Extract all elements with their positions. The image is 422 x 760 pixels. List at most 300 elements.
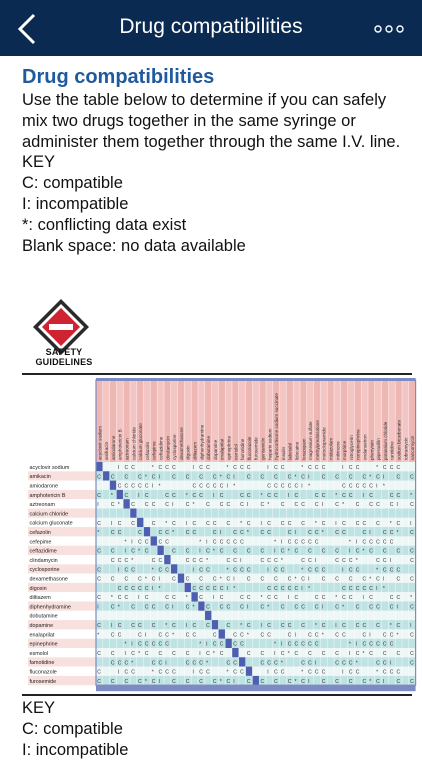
cell-value: C bbox=[280, 651, 285, 657]
cell-value: * bbox=[410, 595, 413, 602]
cell-value: C bbox=[314, 567, 319, 574]
cell-value: * bbox=[219, 474, 222, 481]
cell-value: C bbox=[124, 585, 129, 592]
cell-value: C bbox=[246, 520, 251, 527]
cell-value: C bbox=[138, 678, 142, 685]
cell-value: C bbox=[389, 530, 394, 537]
cell-value: C bbox=[355, 548, 360, 555]
cell-value: C bbox=[410, 651, 414, 657]
cell-value: C bbox=[206, 604, 210, 611]
cell-value: * bbox=[335, 595, 338, 602]
cell-value: I bbox=[219, 530, 222, 537]
cell-value: C bbox=[246, 595, 251, 602]
cell-value: I bbox=[260, 520, 262, 527]
cell-value: C bbox=[185, 558, 190, 564]
cell-value: I bbox=[212, 595, 215, 602]
column-label: vancomycin bbox=[410, 435, 416, 460]
cell-value: C bbox=[165, 595, 169, 602]
cell-value: C bbox=[131, 623, 135, 630]
cell-value: C bbox=[226, 520, 231, 527]
diagonal-cell bbox=[123, 499, 130, 508]
cell-value: C bbox=[117, 520, 122, 527]
cell-value: C bbox=[144, 548, 149, 555]
cell-value: C bbox=[287, 539, 292, 546]
column-label: acyclovir sodium bbox=[97, 426, 103, 460]
cell-value: * bbox=[131, 558, 134, 564]
cell-value: I bbox=[172, 502, 174, 509]
cell-value: C bbox=[314, 539, 319, 546]
cell-value: C bbox=[294, 585, 299, 592]
cell-value: C bbox=[287, 576, 292, 583]
cell-value: C bbox=[199, 678, 203, 685]
cell-value: C bbox=[110, 632, 115, 639]
cell-value: C bbox=[348, 465, 353, 471]
column-label: epinephrine bbox=[226, 435, 232, 460]
bottom-divider bbox=[22, 694, 412, 696]
cell-value: C bbox=[199, 595, 203, 602]
cell-value: C bbox=[348, 474, 353, 481]
cell-value: * bbox=[158, 483, 161, 490]
cell-value: C bbox=[131, 465, 135, 471]
cell-value: C bbox=[185, 474, 190, 481]
cell-value: C bbox=[342, 585, 346, 592]
cell-value: I bbox=[117, 567, 120, 574]
cell-value: C bbox=[376, 520, 380, 527]
cell-value: C bbox=[389, 567, 394, 574]
cell-value: C bbox=[376, 576, 380, 583]
cell-value: I bbox=[314, 558, 317, 564]
cell-value: * bbox=[144, 576, 147, 583]
cell-value: C bbox=[199, 483, 203, 490]
column-label: midazolam bbox=[328, 437, 334, 460]
cell-value: * bbox=[219, 576, 222, 583]
cell-value: C bbox=[301, 502, 305, 509]
cell-value: * bbox=[117, 604, 120, 611]
cell-value: C bbox=[144, 539, 149, 546]
cell-value: C bbox=[308, 669, 312, 676]
cell-value: * bbox=[267, 502, 270, 509]
cell-value: C bbox=[294, 595, 299, 602]
cell-value: C bbox=[396, 548, 401, 555]
cell-value: C bbox=[335, 651, 339, 657]
cell-value: C bbox=[274, 474, 278, 481]
cell-value: I bbox=[165, 660, 167, 667]
cell-value: C bbox=[124, 492, 129, 499]
cell-value: C bbox=[382, 558, 387, 564]
cell-value: * bbox=[151, 465, 154, 471]
cell-value: C bbox=[110, 474, 115, 481]
cell-value: * bbox=[117, 502, 120, 509]
column-label: milrinone bbox=[335, 441, 341, 460]
cell-value: C bbox=[301, 641, 305, 648]
cell-value: C bbox=[199, 567, 203, 574]
cell-value: * bbox=[369, 474, 372, 481]
cell-value: C bbox=[410, 604, 414, 611]
column-label: cefazolin bbox=[144, 441, 150, 460]
column-label: dobutamine bbox=[206, 435, 212, 460]
cell-value: C bbox=[335, 530, 339, 537]
cell-value: C bbox=[219, 585, 224, 592]
cell-value: C bbox=[226, 474, 231, 481]
cell-value: C bbox=[226, 623, 231, 630]
diagonal-cell bbox=[96, 462, 103, 471]
cell-value: C bbox=[124, 474, 129, 481]
cell-value: C bbox=[301, 558, 305, 564]
intro-text: Use the table below to determine if you can safely mix two drugs together in the same syringe or administer them together through the same I.V. line. bbox=[22, 91, 401, 151]
cell-value: I bbox=[287, 595, 290, 602]
cell-value: C bbox=[199, 558, 203, 564]
cell-value: * bbox=[342, 604, 345, 611]
cell-value: C bbox=[314, 632, 319, 639]
cell-value: C bbox=[321, 623, 326, 630]
cell-value: C bbox=[335, 660, 339, 667]
cell-value: C bbox=[335, 576, 339, 583]
cell-value: * bbox=[301, 669, 304, 676]
cell-value: C bbox=[308, 530, 312, 537]
cell-value: C bbox=[355, 465, 360, 471]
cell-value: C bbox=[410, 530, 414, 537]
cell-value: C bbox=[165, 669, 169, 676]
more-options-icon[interactable] bbox=[374, 24, 404, 34]
cell-value: C bbox=[240, 492, 244, 499]
cell-value: * bbox=[342, 502, 345, 509]
cell-value: C bbox=[362, 530, 367, 537]
cell-value: C bbox=[410, 558, 414, 564]
cell-value: I bbox=[267, 567, 269, 574]
column-label: furosemide bbox=[253, 437, 259, 460]
cell-value: C bbox=[246, 548, 251, 555]
cell-value: C bbox=[158, 465, 163, 471]
cell-value: * bbox=[294, 474, 297, 481]
cell-value: C bbox=[308, 465, 312, 471]
cell-value: C bbox=[226, 502, 231, 509]
cell-value: C bbox=[240, 567, 244, 574]
cell-value: C bbox=[389, 604, 394, 611]
cell-value: C bbox=[280, 483, 285, 490]
cell-value: C bbox=[151, 520, 156, 527]
cell-value: * bbox=[172, 530, 175, 537]
cell-value: C bbox=[342, 558, 346, 564]
cell-value: C bbox=[314, 595, 319, 602]
diagonal-cell bbox=[130, 509, 137, 518]
cell-value: C bbox=[172, 623, 176, 630]
cell-value: C bbox=[396, 567, 401, 574]
cell-value: C bbox=[274, 483, 278, 490]
cell-value: C bbox=[389, 669, 394, 676]
cell-value: C bbox=[267, 492, 271, 499]
cell-value: C bbox=[192, 632, 197, 639]
row-label: clindamycin bbox=[29, 557, 58, 564]
cell-value: C bbox=[246, 651, 251, 657]
column-label: norepinephrine bbox=[355, 429, 361, 460]
cell-value: C bbox=[110, 678, 115, 685]
column-label: amiodarone bbox=[110, 435, 116, 460]
cell-value: C bbox=[280, 604, 285, 611]
cell-value: C bbox=[355, 567, 360, 574]
cell-value: C bbox=[274, 558, 278, 564]
row-label: esmolol bbox=[29, 650, 49, 657]
cell-value: C bbox=[348, 567, 353, 574]
cell-value: C bbox=[151, 576, 156, 583]
cell-value: C bbox=[369, 502, 373, 509]
cell-value: C bbox=[97, 567, 101, 574]
column-label: digoxin bbox=[185, 445, 191, 460]
cell-value: I bbox=[342, 465, 344, 471]
cell-value: C bbox=[97, 623, 101, 630]
diagonal-cell bbox=[239, 657, 246, 666]
cell-value: C bbox=[151, 604, 156, 611]
cell-value: C bbox=[172, 678, 176, 685]
cell-value: C bbox=[158, 530, 163, 537]
cell-value: C bbox=[260, 474, 265, 481]
cell-value: * bbox=[410, 492, 413, 499]
cell-value: C bbox=[355, 623, 360, 630]
cell-value: C bbox=[240, 669, 244, 676]
cell-value: I bbox=[376, 585, 378, 592]
cell-value: C bbox=[321, 595, 326, 602]
cell-value: C bbox=[362, 520, 367, 527]
cell-value: C bbox=[97, 576, 101, 583]
cell-value: C bbox=[138, 623, 142, 630]
column-label: clindamycin bbox=[165, 436, 171, 460]
cell-value: C bbox=[260, 558, 265, 564]
cell-value: C bbox=[396, 678, 401, 685]
cell-value: I bbox=[355, 539, 358, 546]
cell-value: C bbox=[138, 641, 142, 648]
cell-value: C bbox=[233, 530, 237, 537]
column-label: insulin bbox=[280, 446, 286, 460]
cell-value: C bbox=[287, 474, 292, 481]
cell-value: I bbox=[321, 502, 324, 509]
cell-value: I bbox=[158, 576, 160, 583]
cell-value: C bbox=[185, 548, 190, 555]
cell-value: C bbox=[396, 465, 401, 471]
cell-value: C bbox=[212, 520, 217, 527]
cell-value: * bbox=[348, 641, 351, 648]
column-label: hydrocortisone sodium succinate bbox=[274, 393, 280, 460]
cell-value: C bbox=[267, 595, 271, 602]
cell-value: C bbox=[382, 632, 387, 639]
cell-value: C bbox=[192, 585, 197, 592]
cell-value: * bbox=[185, 595, 188, 602]
cell-value: C bbox=[233, 641, 237, 648]
cell-value: C bbox=[267, 558, 271, 564]
column-label: ondansetron bbox=[362, 434, 368, 460]
key-item-conflicting: *: conflicting data exist bbox=[22, 215, 187, 234]
cell-value: * bbox=[110, 595, 113, 602]
cell-value: C bbox=[212, 585, 217, 592]
cell-value: C bbox=[355, 651, 360, 657]
cell-value: C bbox=[206, 548, 210, 555]
cell-value: C bbox=[131, 669, 135, 676]
column-label: metoclopramide bbox=[321, 427, 327, 460]
cell-value: C bbox=[151, 558, 156, 564]
cell-value: C bbox=[199, 492, 203, 499]
row-label: epinephrine bbox=[29, 641, 58, 648]
column-label: piperacillin bbox=[376, 438, 382, 460]
cell-value: I bbox=[410, 520, 412, 527]
cell-value: C bbox=[165, 632, 169, 639]
diagonal-cell bbox=[144, 527, 151, 536]
cell-value: C bbox=[97, 520, 101, 527]
cell-value: C bbox=[267, 585, 271, 592]
cell-value: C bbox=[314, 530, 319, 537]
cell-value: C bbox=[138, 539, 142, 546]
cell-value: I bbox=[382, 576, 385, 583]
cell-value: C bbox=[410, 632, 414, 639]
cell-value: I bbox=[301, 483, 303, 490]
cell-value: I bbox=[97, 502, 99, 509]
cell-value: C bbox=[233, 660, 237, 667]
cell-value: C bbox=[376, 641, 380, 648]
column-label: diltiazem bbox=[192, 441, 198, 460]
cell-value: C bbox=[301, 623, 305, 630]
cell-value: * bbox=[294, 576, 297, 583]
cell-value: I bbox=[185, 520, 188, 527]
cell-value: C bbox=[260, 530, 265, 537]
cell-value: C bbox=[240, 530, 244, 537]
cell-value: I bbox=[294, 530, 296, 537]
cell-value: * bbox=[389, 623, 392, 630]
cell-value: C bbox=[226, 539, 231, 546]
cell-value: C bbox=[199, 465, 203, 471]
column-label: dopamine bbox=[212, 439, 218, 460]
cell-value: C bbox=[117, 585, 122, 592]
cell-value: C bbox=[97, 651, 101, 657]
diagonal-cell bbox=[157, 546, 164, 555]
cell-value: C bbox=[212, 678, 217, 685]
cell-value: C bbox=[362, 483, 367, 490]
cell-value: C bbox=[287, 483, 292, 490]
cell-value: I bbox=[267, 465, 269, 471]
row-label: dexamethasone bbox=[29, 576, 68, 583]
column-label: labetalol bbox=[287, 442, 293, 460]
cell-value: C bbox=[321, 520, 326, 527]
cell-value: C bbox=[396, 669, 401, 676]
cell-value: I bbox=[151, 483, 154, 490]
cell-value: * bbox=[287, 651, 290, 657]
cell-value: * bbox=[240, 623, 243, 630]
cell-value: C bbox=[185, 660, 190, 667]
cell-value: C bbox=[226, 558, 231, 564]
cell-value: C bbox=[206, 502, 210, 509]
column-label: methylprednisolone bbox=[314, 420, 320, 460]
cell-value: C bbox=[131, 548, 135, 555]
cell-value: C bbox=[212, 641, 217, 648]
cell-value: C bbox=[117, 632, 122, 639]
cell-value: C bbox=[117, 483, 122, 490]
diagonal-cell bbox=[205, 611, 212, 620]
cell-value: C bbox=[240, 604, 244, 611]
cell-value: C bbox=[362, 623, 367, 630]
cell-value: C bbox=[117, 660, 122, 667]
column-label: amikacin bbox=[104, 441, 110, 460]
cell-value: I bbox=[192, 567, 194, 574]
row-label: cyclosporine bbox=[29, 567, 60, 574]
cell-value: C bbox=[321, 669, 326, 676]
cell-value: I bbox=[131, 539, 133, 546]
cell-value: * bbox=[369, 678, 372, 685]
cell-value: I bbox=[355, 641, 358, 648]
cell-value: * bbox=[226, 465, 229, 471]
cell-value: * bbox=[185, 492, 188, 499]
cell-value: C bbox=[246, 567, 251, 574]
cell-value: C bbox=[144, 585, 149, 592]
cell-value: C bbox=[226, 678, 231, 685]
cell-value: * bbox=[382, 585, 385, 592]
bottom-key-incompatible: I: incompatible bbox=[22, 740, 129, 759]
cell-value: C bbox=[138, 483, 142, 490]
cell-value: I bbox=[382, 474, 385, 481]
cell-value: C bbox=[342, 660, 346, 667]
cell-value: C bbox=[301, 539, 305, 546]
cell-value: * bbox=[233, 585, 236, 592]
cell-value: C bbox=[335, 474, 339, 481]
cell-value: C bbox=[206, 623, 210, 630]
cell-value: C bbox=[131, 585, 135, 592]
cell-value: C bbox=[144, 492, 149, 499]
cell-value: C bbox=[131, 651, 135, 657]
cell-value: C bbox=[382, 539, 387, 546]
key-label: KEY bbox=[22, 153, 56, 172]
cell-value: C bbox=[301, 604, 305, 611]
cell-value: C bbox=[240, 641, 244, 648]
cell-value: I bbox=[226, 585, 228, 592]
cell-value: * bbox=[308, 585, 311, 592]
cell-value: * bbox=[260, 595, 263, 602]
cell-value: C bbox=[348, 678, 353, 685]
cell-value: C bbox=[287, 632, 292, 639]
cell-value: C bbox=[206, 567, 210, 574]
cell-value: * bbox=[192, 604, 195, 611]
column-label: phenytoin bbox=[369, 440, 375, 460]
cell-value: C bbox=[246, 623, 251, 630]
cell-value: C bbox=[151, 623, 156, 630]
column-label: potassium chloride bbox=[382, 421, 388, 460]
cell-value: C bbox=[280, 623, 285, 630]
column-label: gentamicin bbox=[260, 437, 266, 460]
cell-value: C bbox=[287, 530, 292, 537]
cell-value: * bbox=[110, 492, 113, 499]
cell-value: I bbox=[335, 520, 337, 527]
cell-value: C bbox=[199, 474, 203, 481]
cell-value: C bbox=[301, 678, 305, 685]
cell-value: C bbox=[396, 474, 401, 481]
column-label: morphine bbox=[342, 440, 348, 460]
row-bg bbox=[96, 657, 416, 666]
cell-value: C bbox=[294, 641, 299, 648]
cell-value: * bbox=[260, 492, 263, 499]
cell-value: C bbox=[219, 483, 224, 490]
cell-value: * bbox=[369, 576, 372, 583]
cell-value: * bbox=[301, 567, 304, 574]
cell-value: C bbox=[206, 520, 210, 527]
cell-value: C bbox=[301, 520, 305, 527]
cell-value: * bbox=[355, 558, 358, 564]
diagonal-cell bbox=[103, 471, 110, 480]
cell-value: I bbox=[314, 660, 317, 667]
cell-value: I bbox=[246, 502, 249, 509]
cell-value: C bbox=[369, 651, 373, 657]
cell-value: I bbox=[117, 669, 120, 676]
cell-value: * bbox=[206, 660, 209, 667]
logo-text-line-2: GUIDELINES bbox=[35, 357, 93, 367]
cell-value: I bbox=[124, 548, 126, 555]
cell-value: C bbox=[226, 576, 231, 583]
cell-value: * bbox=[131, 660, 134, 667]
cell-value: I bbox=[233, 678, 235, 685]
cell-value: C bbox=[355, 483, 360, 490]
